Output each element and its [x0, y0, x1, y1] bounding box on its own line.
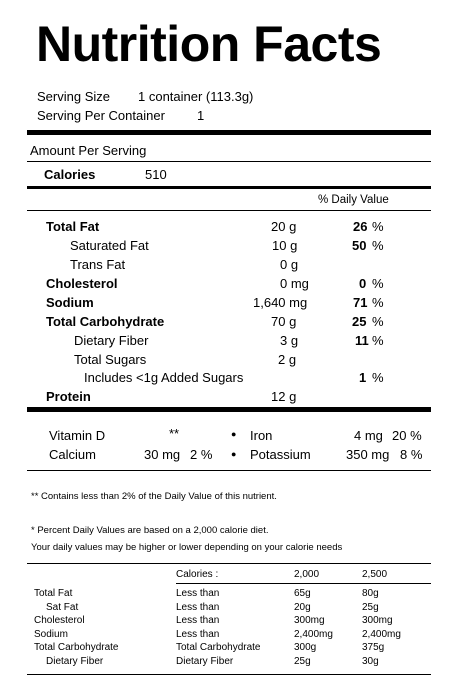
footnote-percent-dv: * Percent Daily Values are based on a 2,000 calorie diet. [31, 525, 269, 536]
table-cell: Total Carbohydrate [34, 642, 119, 653]
calcium-dv: 2 % [190, 447, 213, 462]
nutrient-dv-sign: % [372, 238, 384, 253]
calories-value: 510 [145, 167, 167, 182]
nutrient-dv: 11 [355, 333, 369, 348]
nutrient-dv-sign: % [372, 333, 384, 348]
nutrient-label: Trans Fat [70, 257, 126, 272]
table-cell: Less than [176, 588, 220, 599]
table-cell: Dietary Fiber [46, 656, 104, 667]
nutrient-dv: 26 [353, 219, 368, 234]
servings-per-container-value: 1 [197, 108, 205, 123]
amount-per-serving: Amount Per Serving [30, 143, 147, 158]
serving-size-label: Serving Size [37, 89, 110, 104]
nutrient-dv-sign: % [372, 276, 384, 291]
nutrient-amount: 2 g [278, 352, 297, 367]
footnote-daily-values: Your daily values may be higher or lower depending on your calorie needs [31, 542, 343, 553]
table-cell: 2,400mg [362, 629, 401, 640]
nutrient-amount: 1,640 mg [253, 295, 308, 310]
nutrient-dv: 1 [359, 370, 367, 385]
table-cell: 375g [362, 642, 385, 653]
divider [27, 210, 431, 211]
table-cell: 300mg [362, 615, 393, 626]
nutrient-dv-sign: % [372, 219, 384, 234]
footnote-less-than-2: ** Contains less than 2% of the Daily Value of this nutrient. [31, 491, 277, 502]
divider [27, 161, 431, 162]
table-cell: 30g [362, 656, 379, 667]
nutrient-dv-sign: % [372, 314, 384, 329]
nutrient-dv-sign: % [372, 370, 384, 385]
table-cell: 2,400mg [294, 629, 333, 640]
table-cell: Total Fat [34, 588, 73, 599]
nutrient-label: Includes <1g Added Sugars [84, 370, 244, 385]
nutrient-label: Saturated Fat [70, 238, 149, 253]
nutrient-dv: 0 [359, 276, 367, 291]
nutrient-dv-sign: % [372, 295, 384, 310]
iron-label: Iron [250, 428, 273, 443]
nutrient-amount: 0 mg [280, 276, 309, 291]
potassium-dv: 8 % [400, 447, 423, 462]
table-cell: Sat Fat [46, 602, 79, 613]
calcium-amount: 30 mg [144, 447, 181, 462]
table-cell: 20g [294, 602, 311, 613]
nutrient-label: Cholesterol [46, 276, 118, 291]
table-cell: Cholesterol [34, 615, 85, 626]
nutrient-dv: 50 [352, 238, 367, 253]
table-cell: 300g [294, 642, 317, 653]
nutrient-amount: 10 g [272, 238, 298, 253]
serving-size-value: 1 container (113.3g) [138, 89, 254, 104]
nutrient-amount: 20 g [271, 219, 297, 234]
nutrient-amount: 12 g [271, 389, 297, 404]
thick-divider [27, 130, 431, 135]
bottom-divider [27, 674, 431, 675]
nutrient-label: Total Fat [46, 219, 100, 234]
table-cell: Less than [176, 602, 220, 613]
table-header-2500: 2,500 [362, 569, 388, 580]
nutrient-label: Protein [46, 389, 91, 404]
thick-divider [27, 407, 431, 412]
vitamin-d-value: ** [169, 426, 180, 441]
table-header-2000: 2,000 [294, 569, 320, 580]
daily-value-header: % Daily Value [318, 194, 389, 206]
table-cell: Dietary Fiber [176, 656, 234, 667]
nutrient-label: Dietary Fiber [74, 333, 149, 348]
nutrient-amount: 3 g [280, 333, 299, 348]
calories-label: Calories [44, 167, 96, 182]
nutrient-label: Sodium [46, 295, 94, 310]
bullet-icon: ● [231, 449, 237, 459]
divider [27, 563, 431, 564]
table-cell: 25g [362, 602, 379, 613]
iron-dv: 20 % [392, 428, 422, 443]
nutrient-label: Total Carbohydrate [46, 314, 165, 329]
table-header-divider [176, 583, 431, 584]
bullet-icon: ● [231, 429, 237, 439]
table-cell: Sodium [34, 629, 68, 640]
divider [27, 470, 431, 471]
table-cell: 65g [294, 588, 311, 599]
label-title: Nutrition Facts [36, 16, 382, 72]
nutrient-amount: 0 g [280, 257, 299, 272]
potassium-label: Potassium [250, 447, 311, 462]
nutrient-amount: 70 g [271, 314, 297, 329]
nutrient-dv: 71 [353, 295, 368, 310]
iron-amount: 4 mg [354, 428, 383, 443]
calcium-label: Calcium [49, 447, 96, 462]
table-cell: 25g [294, 656, 311, 667]
table-cell: Total Carbohydrate [176, 642, 261, 653]
table-header-calories: Calories : [176, 569, 219, 580]
servings-per-container-label: Serving Per Container [37, 108, 165, 123]
vitamin-d-label: Vitamin D [49, 428, 106, 443]
medium-divider [27, 186, 431, 189]
table-cell: 80g [362, 588, 379, 599]
nutrient-dv: 25 [352, 314, 367, 329]
potassium-amount: 350 mg [346, 447, 390, 462]
table-cell: Less than [176, 615, 220, 626]
table-cell: 300mg [294, 615, 325, 626]
table-cell: Less than [176, 629, 220, 640]
nutrient-label: Total Sugars [74, 352, 147, 367]
